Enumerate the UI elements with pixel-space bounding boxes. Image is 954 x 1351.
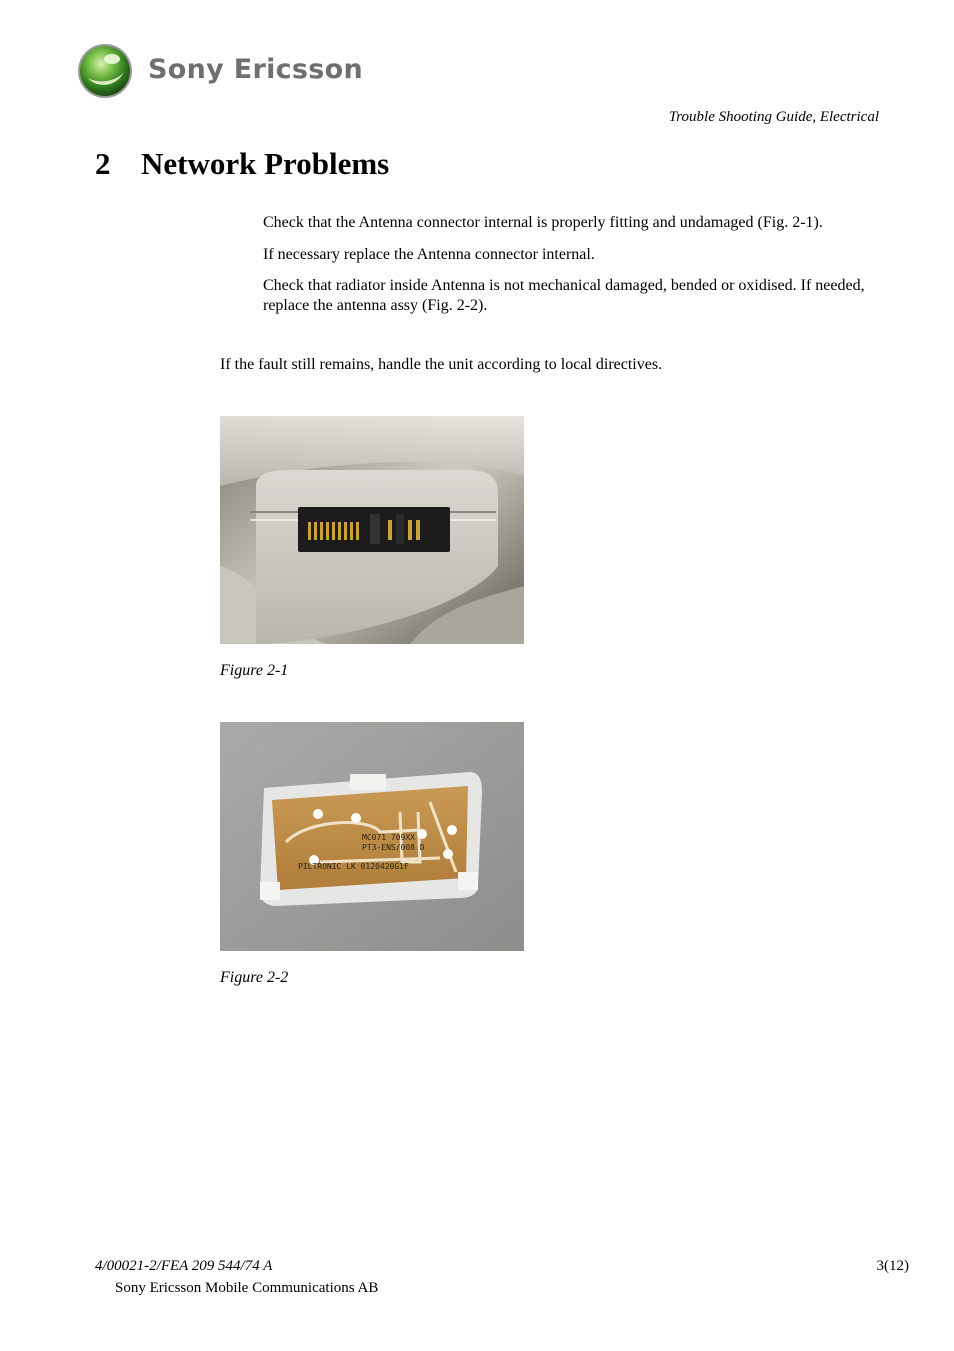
instruction-step: Check that radiator inside Antenna is not mechanical damaged, bended or oxidised. If needed, replace the antenna assy (Fig. 2-2).	[263, 277, 865, 314]
figure-caption: Figure 2-1	[220, 662, 289, 679]
svg-text:PILTRONIC LK 0120420G1F: PILTRONIC LK 0120420G1F	[298, 862, 409, 871]
instruction-step: Check that the Antenna connector internal is properly fitting and undamaged (Fig. 2-1).	[263, 214, 823, 231]
company-name: Sony Ericsson Mobile Communications AB	[115, 1280, 379, 1296]
figure-caption: Figure 2-2	[220, 969, 289, 986]
antenna-assy-photo	[220, 722, 524, 951]
document-title: Trouble Shooting Guide, Electrical	[668, 109, 879, 125]
fault-note: If the fault still remains, handle the unit according to local directives.	[220, 356, 663, 373]
svg-text:MC071 709XX: MC071 709XX	[362, 833, 415, 842]
chapter-title: Network Problems	[141, 146, 390, 181]
sony-ericsson-orb-icon	[76, 42, 134, 100]
document-number: 4/00021-2/FEA 209 544/74 A	[95, 1258, 273, 1274]
chapter-number: 2	[95, 146, 111, 181]
svg-text:PT3-ENS/008 D: PT3-ENS/008 D	[362, 843, 425, 852]
instruction-step: If necessary replace the Antenna connector internal.	[263, 246, 595, 263]
chapter-heading	[95, 146, 389, 182]
brand-name: Sony Ericsson	[148, 54, 364, 85]
antenna-connector-photo	[220, 416, 524, 644]
page-number: 3(12)	[876, 1258, 909, 1274]
sony-ericsson-logo	[76, 42, 376, 100]
